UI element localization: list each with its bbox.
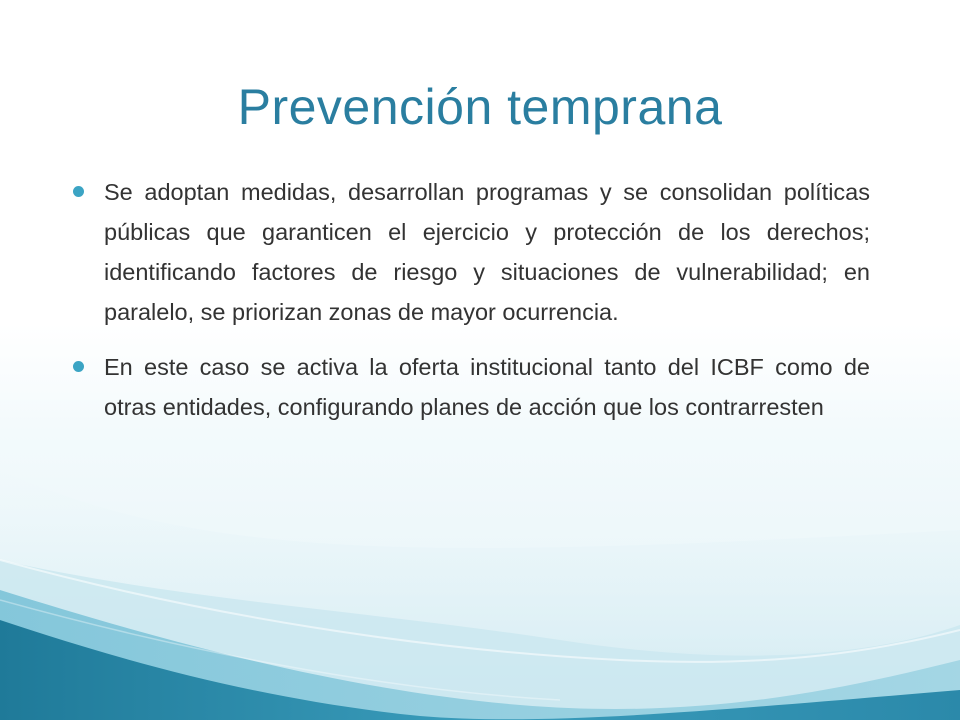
bullet-text: Se adoptan medidas, desarrollan programas y se consolidan políticas públicas que garanticen el ejercicio y protección de los derechos; identificando factores de riesgo y situaciones de vulnerabilidad; en paralelo, se priorizan zonas de mayor ocurrencia.: [104, 179, 870, 325]
bullet-item: [70, 172, 870, 332]
bullet-dot-icon: [73, 361, 84, 372]
bullet-text: En este caso se activa la oferta institucional tanto del ICBF como de otras entidades, configurando planes de acción que los contrarresten: [104, 354, 870, 420]
bullet-list: [70, 172, 870, 442]
slide-title: Prevención temprana: [237, 79, 723, 135]
bullet-dot-icon: [73, 186, 84, 197]
bullet-item: [70, 347, 870, 427]
